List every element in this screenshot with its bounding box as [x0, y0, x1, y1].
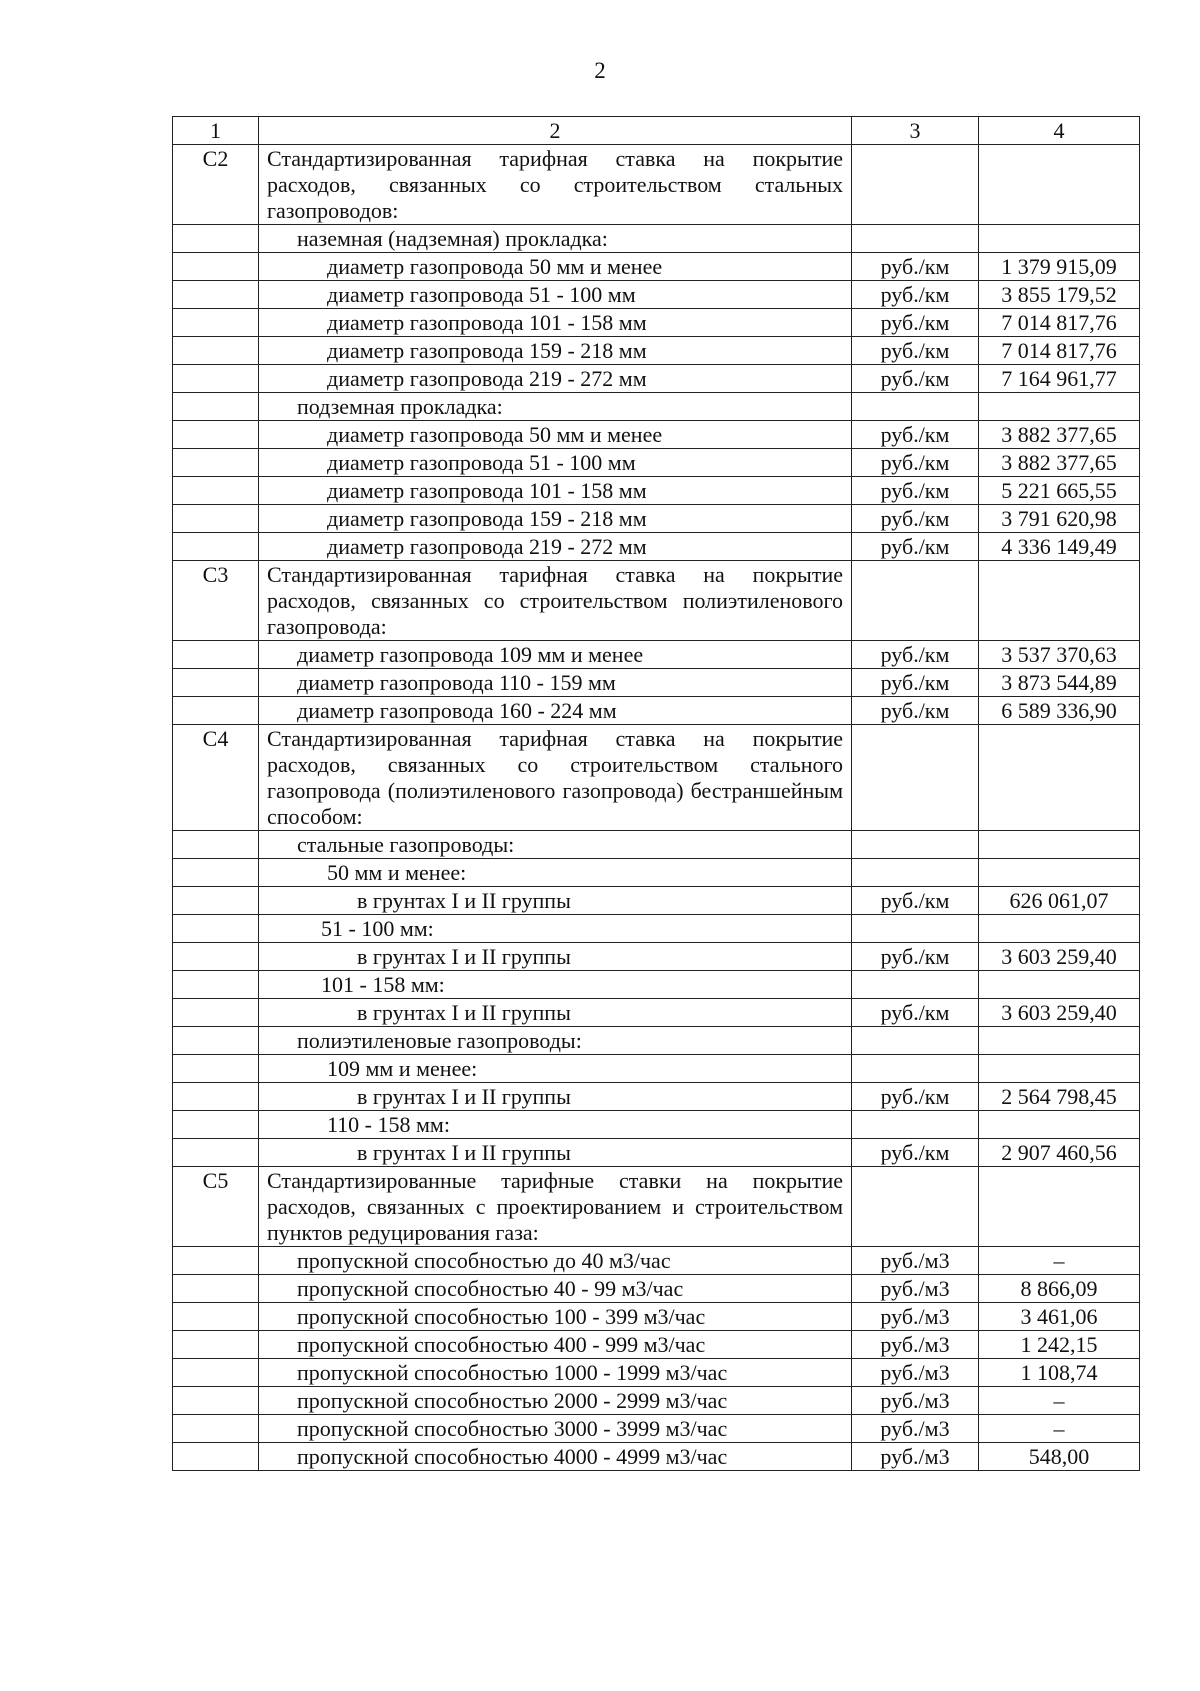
page-number: 2 — [594, 58, 606, 83]
code-cell-empty — [173, 337, 259, 365]
row-value: 3 537 370,63 — [979, 641, 1140, 669]
row-description: 51 - 100 мм: — [259, 915, 852, 943]
table-row — [173, 859, 1140, 887]
unit-cell — [852, 1167, 979, 1247]
row-value: 3 603 259,40 — [979, 999, 1140, 1027]
code-cell-empty — [173, 1275, 259, 1303]
table-row — [173, 971, 1140, 999]
row-value: 7 164 961,77 — [979, 365, 1140, 393]
code-cell-empty — [173, 393, 259, 421]
row-value — [979, 225, 1140, 253]
table-row — [173, 449, 1140, 477]
row-value: 3 603 259,40 — [979, 943, 1140, 971]
table-row — [173, 1083, 1140, 1111]
header-col-1: 1 — [173, 117, 259, 145]
row-unit: руб./км — [852, 477, 979, 505]
row-description: в грунтах I и II группы — [259, 1083, 852, 1111]
table-row — [173, 1139, 1140, 1167]
code-cell-empty — [173, 943, 259, 971]
row-unit — [852, 831, 979, 859]
row-value — [979, 1055, 1140, 1083]
row-description: пропускной способностью 4000 - 4999 м3/час — [259, 1443, 852, 1471]
code-cell-empty — [173, 1359, 259, 1387]
table-row — [173, 533, 1140, 561]
unit-cell — [852, 145, 979, 225]
row-description: 101 - 158 мм: — [259, 971, 852, 999]
tariff-table — [172, 116, 1140, 1471]
row-unit: руб./м3 — [852, 1331, 979, 1359]
table-row — [173, 365, 1140, 393]
table-row — [173, 337, 1140, 365]
row-description: диаметр газопровода 219 - 272 мм — [259, 533, 852, 561]
row-unit: руб./м3 — [852, 1303, 979, 1331]
row-value: 2 564 798,45 — [979, 1083, 1140, 1111]
row-description: в грунтах I и II группы — [259, 943, 852, 971]
row-value: 3 882 377,65 — [979, 421, 1140, 449]
code-cell-empty — [173, 1055, 259, 1083]
table-row — [173, 477, 1140, 505]
code-cell-empty — [173, 1443, 259, 1471]
code-cell-empty — [173, 1027, 259, 1055]
code-cell-empty — [173, 669, 259, 697]
row-description: диаметр газопровода 101 - 158 мм — [259, 309, 852, 337]
row-description: диаметр газопровода 219 - 272 мм — [259, 365, 852, 393]
value-cell — [979, 725, 1140, 831]
code-cell-empty — [173, 1083, 259, 1111]
row-unit: руб./м3 — [852, 1275, 979, 1303]
code-cell-empty — [173, 859, 259, 887]
table-row — [173, 1055, 1140, 1083]
row-description: диаметр газопровода 109 мм и менее — [259, 641, 852, 669]
code-cell-empty — [173, 915, 259, 943]
row-value — [979, 859, 1140, 887]
row-unit — [852, 859, 979, 887]
row-value — [979, 971, 1140, 999]
row-unit: руб./км — [852, 887, 979, 915]
code-cell-empty — [173, 1139, 259, 1167]
value-cell — [979, 561, 1140, 641]
value-cell — [979, 1167, 1140, 1247]
section-title-row — [173, 145, 1140, 225]
code-cell-empty — [173, 1111, 259, 1139]
row-unit: руб./км — [852, 669, 979, 697]
code-cell-empty — [173, 1247, 259, 1275]
row-description: пропускной способностью 40 - 99 м3/час — [259, 1275, 852, 1303]
row-value: 2 907 460,56 — [979, 1139, 1140, 1167]
table-row — [173, 225, 1140, 253]
code-cell-empty — [173, 281, 259, 309]
section-code: С5 — [173, 1167, 259, 1247]
row-unit: руб./км — [852, 697, 979, 725]
code-cell-empty — [173, 971, 259, 999]
row-description: наземная (надземная) прокладка: — [259, 225, 852, 253]
row-value: 3 873 544,89 — [979, 669, 1140, 697]
row-description: пропускной способностью 3000 - 3999 м3/час — [259, 1415, 852, 1443]
table-row — [173, 915, 1140, 943]
table-row — [173, 943, 1140, 971]
table-row — [173, 1331, 1140, 1359]
row-unit: руб./км — [852, 337, 979, 365]
row-unit: руб./км — [852, 533, 979, 561]
row-unit: руб./км — [852, 253, 979, 281]
code-cell-empty — [173, 1331, 259, 1359]
section-title: Стандартизированная тарифная ставка на покрытие расходов, связанных со строительством стальных газопроводов: — [259, 145, 852, 225]
table-row — [173, 1303, 1140, 1331]
code-cell-empty — [173, 365, 259, 393]
table-row — [173, 281, 1140, 309]
tariff-table-body — [173, 117, 1140, 1471]
table-row — [173, 1275, 1140, 1303]
section-code: С3 — [173, 561, 259, 641]
code-cell-empty — [173, 505, 259, 533]
section-code: С4 — [173, 725, 259, 831]
row-unit: руб./м3 — [852, 1443, 979, 1471]
table-row — [173, 831, 1140, 859]
row-description: полиэтиленовые газопроводы: — [259, 1027, 852, 1055]
row-description: пропускной способностью 400 - 999 м3/час — [259, 1331, 852, 1359]
row-value: 7 014 817,76 — [979, 309, 1140, 337]
row-value — [979, 831, 1140, 859]
row-description: подземная прокладка: — [259, 393, 852, 421]
code-cell-empty — [173, 309, 259, 337]
row-description: в грунтах I и II группы — [259, 1139, 852, 1167]
row-value: – — [979, 1247, 1140, 1275]
row-description: диаметр газопровода 160 - 224 мм — [259, 697, 852, 725]
code-cell-empty — [173, 1415, 259, 1443]
row-description: диаметр газопровода 101 - 158 мм — [259, 477, 852, 505]
row-value: 3 461,06 — [979, 1303, 1140, 1331]
row-unit: руб./км — [852, 1083, 979, 1111]
row-unit: руб./м3 — [852, 1387, 979, 1415]
row-value: 6 589 336,90 — [979, 697, 1140, 725]
code-cell-empty — [173, 831, 259, 859]
row-unit: руб./км — [852, 999, 979, 1027]
section-title-row — [173, 725, 1140, 831]
section-title-row — [173, 561, 1140, 641]
table-row — [173, 1027, 1140, 1055]
row-unit: руб./км — [852, 309, 979, 337]
table-row — [173, 641, 1140, 669]
section-code: С2 — [173, 145, 259, 225]
row-description: стальные газопроводы: — [259, 831, 852, 859]
row-description: 50 мм и менее: — [259, 859, 852, 887]
table-row — [173, 421, 1140, 449]
row-value — [979, 1027, 1140, 1055]
row-value: 1 379 915,09 — [979, 253, 1140, 281]
row-value — [979, 915, 1140, 943]
code-cell-empty — [173, 253, 259, 281]
row-value — [979, 1111, 1140, 1139]
row-description: пропускной способностью 2000 - 2999 м3/час — [259, 1387, 852, 1415]
table-row — [173, 887, 1140, 915]
table-row — [173, 393, 1140, 421]
row-value: 3 855 179,52 — [979, 281, 1140, 309]
row-unit — [852, 393, 979, 421]
unit-cell — [852, 561, 979, 641]
code-cell-empty — [173, 225, 259, 253]
row-description: диаметр газопровода 159 - 218 мм — [259, 505, 852, 533]
row-description: 109 мм и менее: — [259, 1055, 852, 1083]
row-unit: руб./км — [852, 505, 979, 533]
header-row — [173, 117, 1140, 145]
row-value — [979, 393, 1140, 421]
row-description: в грунтах I и II группы — [259, 999, 852, 1027]
row-unit: руб./км — [852, 281, 979, 309]
row-description: в грунтах I и II группы — [259, 887, 852, 915]
row-unit — [852, 971, 979, 999]
row-description: пропускной способностью 1000 - 1999 м3/час — [259, 1359, 852, 1387]
row-unit: руб./км — [852, 449, 979, 477]
table-row — [173, 1359, 1140, 1387]
row-unit: руб./км — [852, 943, 979, 971]
table-row — [173, 697, 1140, 725]
row-description: диаметр газопровода 51 - 100 мм — [259, 449, 852, 477]
table-row — [173, 1443, 1140, 1471]
table-row — [173, 1247, 1140, 1275]
table-row — [173, 505, 1140, 533]
row-value: 626 061,07 — [979, 887, 1140, 915]
row-unit — [852, 915, 979, 943]
table-row — [173, 1111, 1140, 1139]
row-description: пропускной способностью до 40 м3/час — [259, 1247, 852, 1275]
row-value: 5 221 665,55 — [979, 477, 1140, 505]
row-value: 3 882 377,65 — [979, 449, 1140, 477]
section-title: Стандартизированная тарифная ставка на покрытие расходов, связанных со строительством стального газопровода (полиэтиленового газопровода) бестраншейным способом: — [259, 725, 852, 831]
row-description: диаметр газопровода 50 мм и менее — [259, 253, 852, 281]
section-title: Стандартизированные тарифные ставки на покрытие расходов, связанных с проектированием и строительством пунктов редуцирования газа: — [259, 1167, 852, 1247]
row-unit: руб./м3 — [852, 1359, 979, 1387]
row-value: – — [979, 1415, 1140, 1443]
row-description: диаметр газопровода 159 - 218 мм — [259, 337, 852, 365]
row-description: 110 - 158 мм: — [259, 1111, 852, 1139]
code-cell-empty — [173, 1303, 259, 1331]
table-row — [173, 253, 1140, 281]
code-cell-empty — [173, 641, 259, 669]
row-unit — [852, 1027, 979, 1055]
row-unit — [852, 1055, 979, 1083]
row-value: 8 866,09 — [979, 1275, 1140, 1303]
row-unit: руб./км — [852, 1139, 979, 1167]
header-col-2: 2 — [259, 117, 852, 145]
table-row — [173, 1415, 1140, 1443]
table-row — [173, 669, 1140, 697]
section-title: Стандартизированная тарифная ставка на покрытие расходов, связанных со строительством полиэтиленового газопровода: — [259, 561, 852, 641]
row-unit: руб./м3 — [852, 1415, 979, 1443]
table-row — [173, 1387, 1140, 1415]
code-cell-empty — [173, 999, 259, 1027]
row-value: 7 014 817,76 — [979, 337, 1140, 365]
code-cell-empty — [173, 421, 259, 449]
row-description: диаметр газопровода 50 мм и менее — [259, 421, 852, 449]
row-value: 4 336 149,49 — [979, 533, 1140, 561]
row-description: диаметр газопровода 110 - 159 мм — [259, 669, 852, 697]
row-value: 548,00 — [979, 1443, 1140, 1471]
row-unit: руб./км — [852, 641, 979, 669]
row-unit: руб./км — [852, 421, 979, 449]
header-col-3: 3 — [852, 117, 979, 145]
row-value: 1 108,74 — [979, 1359, 1140, 1387]
section-title-row — [173, 1167, 1140, 1247]
row-unit: руб./км — [852, 365, 979, 393]
row-unit — [852, 1111, 979, 1139]
header-col-4: 4 — [979, 117, 1140, 145]
code-cell-empty — [173, 533, 259, 561]
unit-cell — [852, 725, 979, 831]
row-description: пропускной способностью 100 - 399 м3/час — [259, 1303, 852, 1331]
row-unit: руб./м3 — [852, 1247, 979, 1275]
code-cell-empty — [173, 449, 259, 477]
code-cell-empty — [173, 887, 259, 915]
value-cell — [979, 145, 1140, 225]
code-cell-empty — [173, 477, 259, 505]
table-row — [173, 999, 1140, 1027]
row-value: – — [979, 1387, 1140, 1415]
table-row — [173, 309, 1140, 337]
code-cell-empty — [173, 697, 259, 725]
row-value: 1 242,15 — [979, 1331, 1140, 1359]
row-description: диаметр газопровода 51 - 100 мм — [259, 281, 852, 309]
code-cell-empty — [173, 1387, 259, 1415]
row-value: 3 791 620,98 — [979, 505, 1140, 533]
row-unit — [852, 225, 979, 253]
